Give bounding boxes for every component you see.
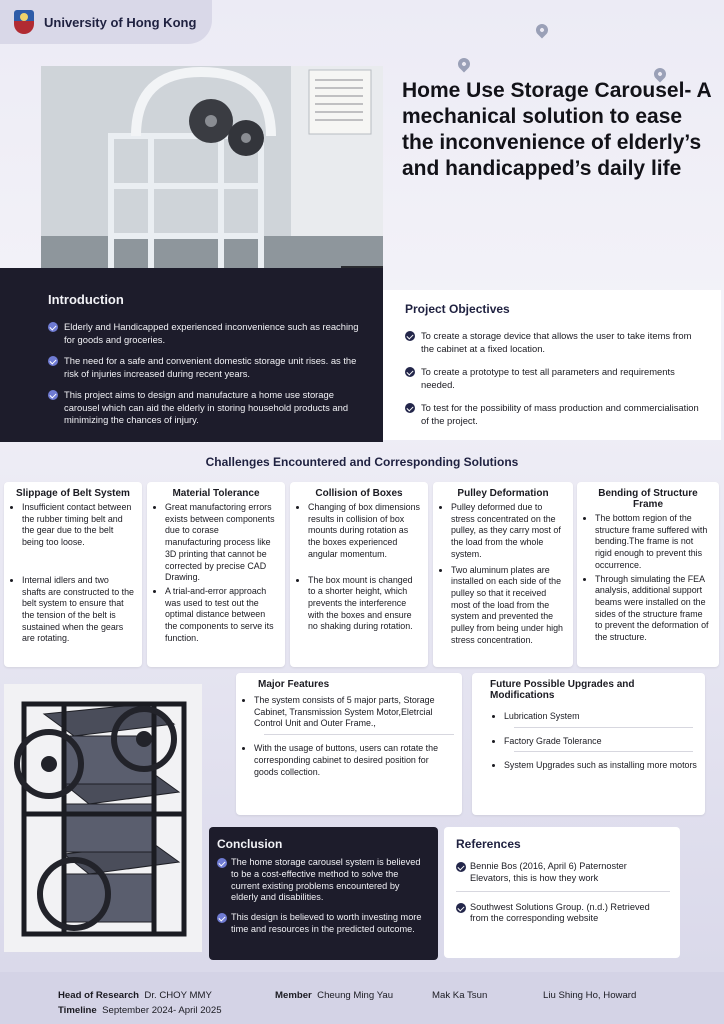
- divider: [264, 734, 454, 735]
- challenge-card-belt-slippage: [4, 482, 142, 667]
- upgrades-heading: Future Possible Upgrades and Modifications: [490, 679, 635, 701]
- challenge-card-box-collision: [290, 482, 428, 667]
- objective-item: To test for the possibility of mass production and commercialisation of the project.: [405, 402, 705, 427]
- conclusion-panel: [209, 827, 438, 960]
- challenge-item: • The bottom region of the structure frame suffered with bending.The frame is not rigid enough to prevent this occurrence.: [595, 513, 711, 572]
- member-label: Member Cheung Ming Yau: [275, 990, 394, 1001]
- upgrade-item: • System Upgrades such as installing more motors: [504, 760, 697, 772]
- challenge-item: • The box mount is changed to a shorter height, which prevents the interference with the boxes and ensure no shaking during rotation.: [308, 575, 420, 634]
- conclusion-item: This design is believed to worth investing more time and resources in the predicted outcome.: [217, 912, 428, 936]
- introduction-item: This project aims to design and manufacture a home use storage carousel which can aid the elderly in storing household products and minimizing the chances of injury.: [48, 389, 369, 427]
- map-pin-icon: [534, 22, 551, 39]
- check-circle-icon: [456, 903, 466, 913]
- challenge-item: • Changing of box dimensions results in collision of box mounts during rotation as the boxes experienced angular momentum.: [308, 502, 420, 561]
- challenge-item: • Internal idlers and two shafts are constructed to the belt system to ensure that the tension of the belt is sustained when the gears are rotating.: [22, 575, 134, 645]
- challenge-card-pulley-deformation: [433, 482, 573, 667]
- challenge-title: Material Tolerance: [172, 488, 260, 499]
- reference-item: Bennie Bos (2016, April 6) Paternoster Elevators, this is how they work: [456, 861, 670, 885]
- references-panel: [444, 827, 680, 958]
- introduction-item: Elderly and Handicapped experienced inconvenience such as reaching for goods and groceries.: [48, 321, 369, 346]
- member-name: Liu Shing Ho, Howard: [543, 990, 637, 1001]
- challenge-item: • A trial-and-error approach was used to test out the optimal distance between the components to serve its function.: [165, 586, 277, 645]
- objective-item: To create a storage device that allows the user to take items from the cabinet at a fixed location.: [405, 330, 705, 355]
- upgrade-item: • Lubrication System: [504, 711, 697, 723]
- major-features-heading: Major Features: [258, 679, 330, 690]
- challenges-heading: Challenges Encountered and Corresponding Solutions: [205, 455, 519, 469]
- check-circle-icon: [456, 862, 466, 872]
- poster-title: Home Use Storage Carousel- A mechanical solution to ease the inconvenience of elderly’s and handicapped’s daily life: [402, 79, 711, 180]
- challenge-title: Bending of Structure Frame: [598, 488, 698, 510]
- future-upgrades-card: [472, 673, 705, 815]
- check-circle-icon: [405, 331, 415, 341]
- check-circle-icon: [405, 367, 415, 377]
- divider: [514, 751, 693, 752]
- check-circle-icon: [48, 322, 58, 332]
- check-circle-icon: [217, 913, 227, 923]
- member-name: Mak Ka Tsun: [432, 990, 488, 1001]
- challenge-item: • Pulley deformed due to stress concentrated on the pulley, as they carry most of the load from the whole system.: [451, 502, 565, 561]
- reference-item: Southwest Solutions Group. (n.d.) Retrieved from the corresponding website: [456, 902, 670, 926]
- challenge-item: • Great manufactoring errors exists between components due to corase manufacturing process like 3D printing that cannot be corrected by precise CAD Drawing.: [165, 502, 277, 584]
- divider: [514, 727, 693, 728]
- check-circle-icon: [48, 356, 58, 366]
- references-heading: References: [456, 837, 521, 851]
- conclusion-item: The home storage carousel system is believed to be a cost-effective method to solve the current existing problems encountered by elderly and disabilities.: [217, 857, 428, 904]
- project-objectives-panel: [383, 290, 721, 440]
- objective-item: To create a prototype to test all parameters and requirements needed.: [405, 366, 705, 391]
- university-crest-icon: [14, 10, 34, 34]
- challenge-title: Pulley Deformation: [457, 488, 549, 499]
- divider: [456, 891, 670, 892]
- challenge-title: Slippage of Belt System: [16, 488, 130, 499]
- objectives-heading: Project Objectives: [405, 302, 510, 316]
- challenge-card-material-tolerance: [147, 482, 285, 667]
- feature-item: • The system consists of 5 major parts, Storage Cabinet, Transmission System Motor,Eletrcial Control Unit and Outer Frame.,: [254, 695, 454, 730]
- university-header: [0, 0, 212, 44]
- check-circle-icon: [217, 858, 227, 868]
- challenge-item: • Insufficient contact between the rubber timing belt and the gear due to the belt being too loose.: [22, 502, 134, 549]
- timeline: Timeline September 2024- April 2025: [58, 1005, 222, 1016]
- feature-item: • With the usage of buttons, users can rotate the corresponding cabinet to desired position for goods collection.: [254, 743, 454, 778]
- credits-footer: [0, 972, 724, 1024]
- cad-render-image: [4, 684, 202, 952]
- check-circle-icon: [48, 390, 58, 400]
- member-name: Cheung Ming Yau: [317, 990, 394, 1001]
- challenge-title: Collision of Boxes: [315, 488, 403, 499]
- challenge-item: • Through simulating the FEA analysis, additional support beams were installed on the sides of the structure frame to prevent the deformation of the structure.: [595, 574, 711, 644]
- major-features-card: [236, 673, 462, 815]
- introduction-panel: [0, 268, 383, 442]
- head-of-research: Head of Research Dr. CHOY MMY: [58, 990, 212, 1001]
- upgrade-item: • Factory Grade Tolerance: [504, 736, 697, 748]
- introduction-heading: Introduction: [48, 292, 124, 307]
- challenge-card-frame-bending: [577, 482, 719, 667]
- conclusion-heading: Conclusion: [217, 837, 283, 851]
- introduction-item: The need for a safe and convenient domestic storage unit rises. as the risk of injuries increased during recent years.: [48, 355, 369, 380]
- challenge-item: • Two aluminum plates are installed on each side of the pulley so that it received most of the load from the system and prevented the pulley from being under high stress concentration.: [451, 565, 565, 647]
- university-name: University of Hong Kong: [44, 14, 197, 30]
- map-pin-icon: [456, 56, 473, 73]
- check-circle-icon: [405, 403, 415, 413]
